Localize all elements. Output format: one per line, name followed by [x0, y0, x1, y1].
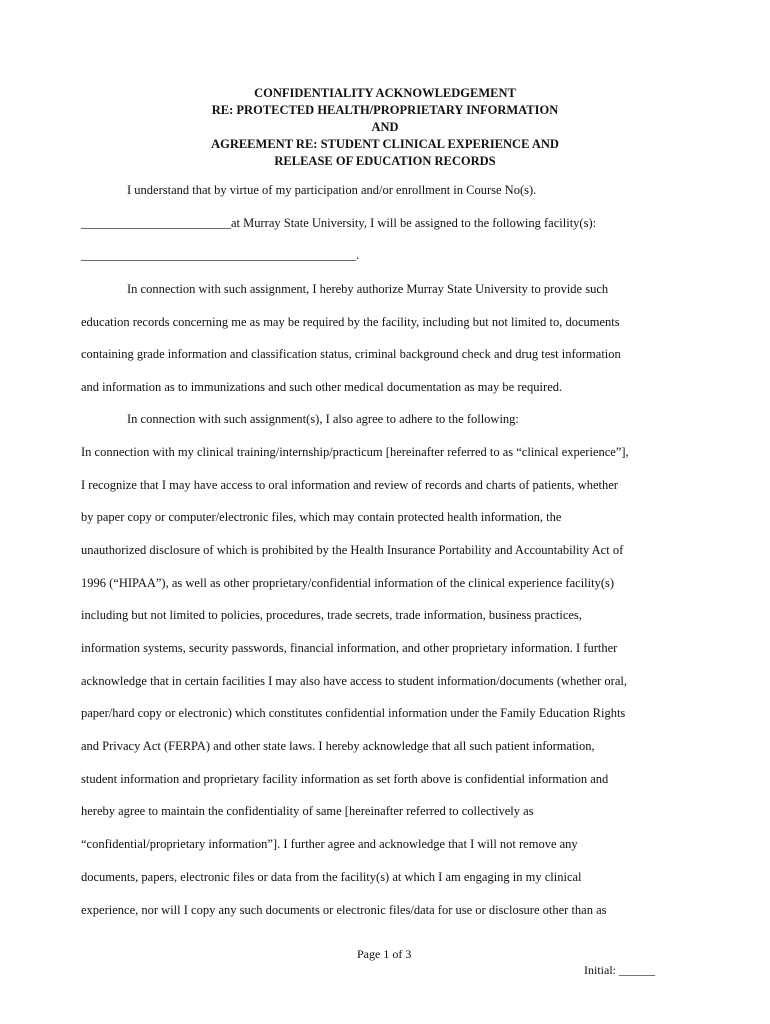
document-heading	[0, 85, 770, 170]
heading-subtitle-2: AND	[371, 120, 399, 134]
body-line: documents, papers, electronic files or data from the facility(s) at which I am engaging in my clinical	[81, 870, 582, 884]
body-line: by paper copy or computer/electronic files, which may contain protected health information, the	[81, 510, 562, 524]
body-line: In connection with such assignment(s), I also agree to adhere to the following:	[127, 412, 519, 426]
initial-field: Initial: ______	[584, 963, 655, 977]
body-line: ________________________at Murray State University, I will be assigned to the following facility(s):	[81, 216, 597, 230]
heading-subtitle-3: AGREEMENT RE: STUDENT CLINICAL EXPERIENCE AND	[211, 137, 559, 151]
body-line: In connection with my clinical training/internship/practicum [hereinafter referred to as “clinical experience”],	[81, 445, 629, 459]
body-line: acknowledge that in certain facilities I may also have access to student information/documents (whether oral,	[81, 674, 627, 688]
body-line: information systems, security passwords, financial information, and other proprietary information. I further	[81, 641, 618, 655]
body-line: I recognize that I may have access to oral information and review of records and charts of patients, whether	[81, 478, 618, 492]
body-line: In connection with such assignment, I hereby authorize Murray State University to provide such	[127, 282, 609, 296]
heading-title: CONFIDENTIALITY ACKNOWLEDGEMENT	[254, 86, 516, 100]
body-line: containing grade information and classification status, criminal background check and drug test information	[81, 347, 621, 361]
body-line: paper/hard copy or electronic) which constitutes confidential information under the Family Education Rights	[81, 706, 626, 720]
body-line: hereby agree to maintain the confidentiality of same [hereinafter referred to collectively as	[81, 804, 534, 818]
heading-subtitle-4: RELEASE OF EDUCATION RECORDS	[274, 154, 496, 168]
body-line: I understand that by virtue of my participation and/or enrollment in Course No(s).	[127, 183, 537, 197]
body-line: and Privacy Act (FERPA) and other state laws. I hereby acknowledge that all such patient information,	[81, 739, 595, 753]
body-line: including but not limited to policies, procedures, trade secrets, trade information, business practices,	[81, 608, 582, 622]
page-number: Page 1 of 3	[357, 947, 412, 961]
body-line: ____________________________________________.	[81, 248, 360, 262]
body-line: experience, nor will I copy any such documents or electronic files/data for use or disclosure other than as	[81, 903, 607, 917]
body-line: education records concerning me as may be required by the facility, including but not limited to, documents	[81, 315, 620, 329]
body-line: and information as to immunizations and such other medical documentation as may be required.	[81, 380, 563, 394]
body-line: unauthorized disclosure of which is prohibited by the Health Insurance Portability and Accountability Act of	[81, 543, 624, 557]
body-line: student information and proprietary facility information as set forth above is confidential information and	[81, 772, 609, 786]
body-line: “confidential/proprietary information”]. I further agree and acknowledge that I will not remove any	[81, 837, 578, 851]
body-line: 1996 (“HIPAA”), as well as other proprietary/confidential information of the clinical experience facility(s)	[81, 576, 615, 590]
heading-subtitle-1: RE: PROTECTED HEALTH/PROPRIETARY INFORMATION	[211, 103, 559, 117]
